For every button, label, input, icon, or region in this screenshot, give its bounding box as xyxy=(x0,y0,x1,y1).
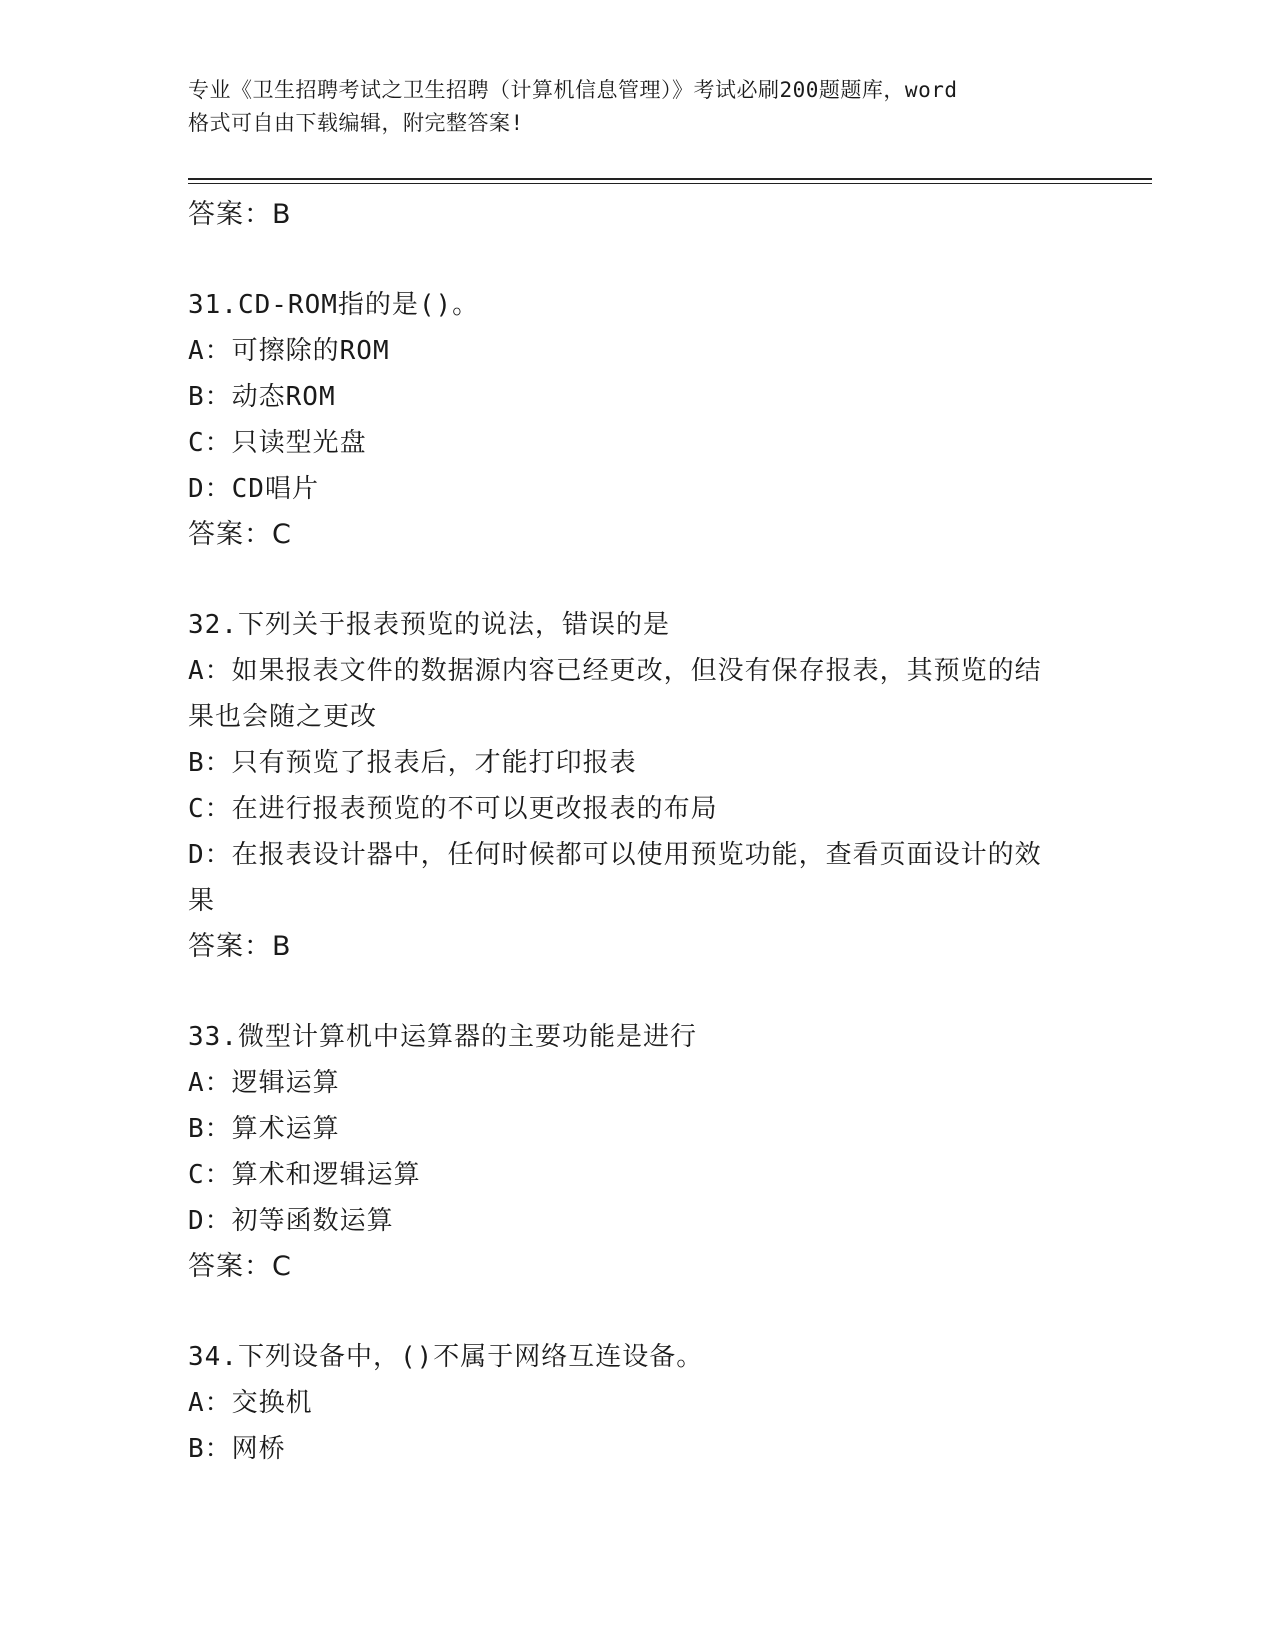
option-a: A：交换机 xyxy=(188,1388,313,1418)
header-line-1: 专业《卫生招聘考试之卫生招聘（计算机信息管理）》考试必刷200题题库，word xyxy=(188,78,958,102)
header-divider xyxy=(188,178,1152,180)
option-a: A：可擦除的ROM xyxy=(188,336,390,366)
header-line-2: 格式可自由下载编辑，附完整答案! xyxy=(188,111,524,135)
option-b: B：动态ROM xyxy=(188,382,336,412)
question-stem: 34.下列设备中，()不属于网络互连设备。 xyxy=(188,1342,704,1372)
question-stem: 32.下列关于报表预览的说法，错误的是 xyxy=(188,610,670,640)
question-list xyxy=(188,192,1088,1472)
answer: 答案：C xyxy=(188,519,292,550)
option-b: B：只有预览了报表后，才能打印报表 xyxy=(188,748,637,778)
option-c: C：只读型光盘 xyxy=(188,428,367,458)
question-31 xyxy=(188,282,1088,558)
answer: 答案：B xyxy=(188,931,292,962)
option-b: B：网桥 xyxy=(188,1434,286,1464)
option-a: A：逻辑运算 xyxy=(188,1068,340,1098)
question-stem: 31.CD-ROM指的是()。 xyxy=(188,290,480,320)
option-c: C：在进行报表预览的不可以更改报表的布局 xyxy=(188,794,718,824)
option-b: B：算术运算 xyxy=(188,1114,340,1144)
question-stem: 33.微型计算机中运算器的主要功能是进行 xyxy=(188,1022,697,1052)
option-d: D：在报表设计器中，任何时候都可以使用预览功能，查看页面设计的效果 xyxy=(188,840,1042,916)
question-34 xyxy=(188,1334,1088,1472)
previous-answer: 答案：B xyxy=(188,199,292,230)
option-a: A：如果报表文件的数据源内容已经更改，但没有保存报表，其预览的结果也会随之更改 xyxy=(188,656,1042,732)
document-header xyxy=(188,74,1088,140)
header-divider-thin xyxy=(188,183,1152,184)
answer: 答案：C xyxy=(188,1251,292,1282)
question-33 xyxy=(188,1014,1088,1290)
option-d: D：初等函数运算 xyxy=(188,1206,394,1236)
option-d: D：CD唱片 xyxy=(188,474,319,504)
option-c: C：算术和逻辑运算 xyxy=(188,1160,421,1190)
question-32 xyxy=(188,602,1088,970)
